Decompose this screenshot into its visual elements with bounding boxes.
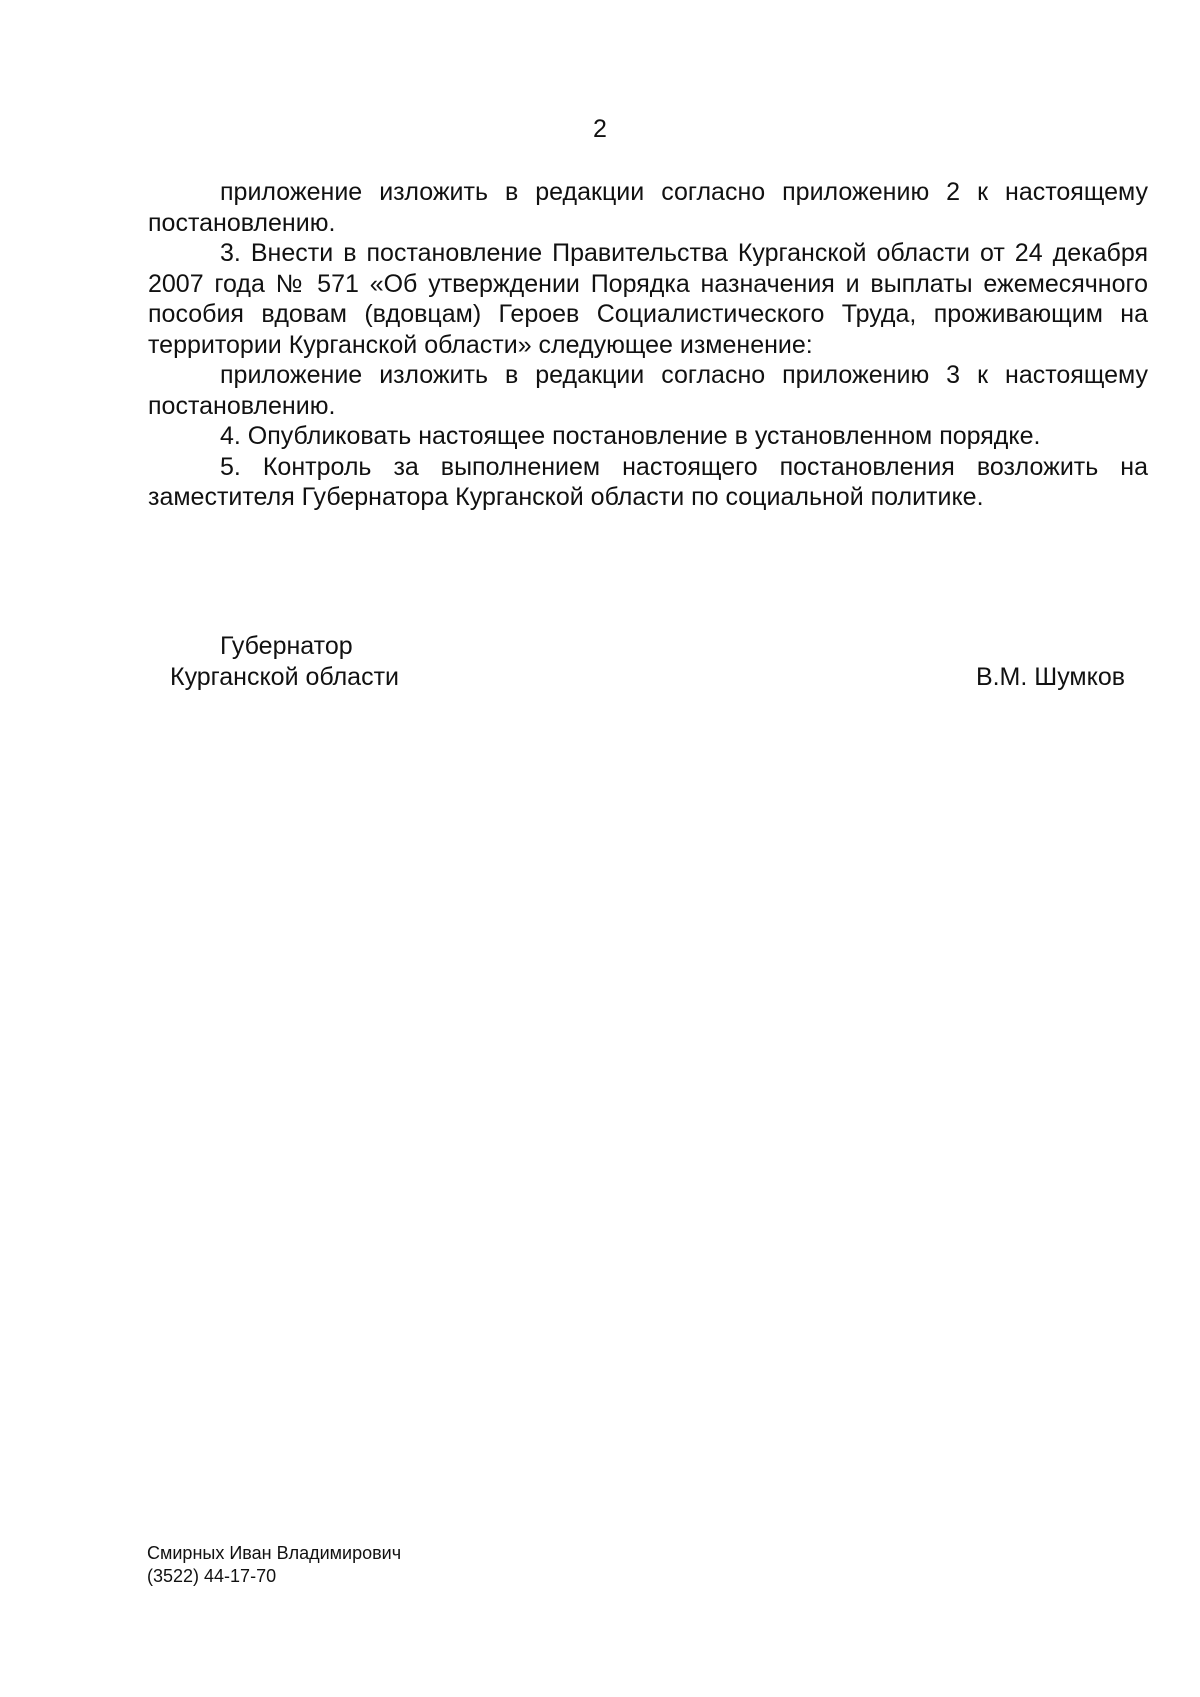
paragraph-item-4: 4. Опубликовать настоящее постановление в установленном порядке. (220, 422, 1041, 450)
contact-phone: (3522) 44-17-70 (147, 1566, 277, 1586)
contact-name: Смирных Иван Владимирович (147, 1543, 402, 1563)
paragraph-item-3: 3. Внести в постановление Правительства Курганской области от 24 декабря 2007 года № 571 «Об утверждении Порядка назначения и выплаты ежемесячного пособия вдовам (вдовцам) Героев Социалистического Труда, проживающим на территории Курганской области» следующее изменение: (148, 239, 1148, 359)
document-body (148, 177, 1148, 513)
paragraph-appendix-2: приложение изложить в редакции согласно приложению 2 к настоящему постановлению. (148, 178, 1148, 237)
paragraph-appendix-3: приложение изложить в редакции согласно приложению 3 к настоящему постановлению. (148, 361, 1148, 420)
signature-title-line2: Курганской области (170, 663, 400, 691)
signature-title (170, 631, 399, 693)
paragraph-item-5: 5. Контроль за выполнением настоящего постановления возложить на заместителя Губернатора Курганской области по социальной политике. (148, 452, 1148, 511)
page-number: 2 (593, 115, 607, 143)
signature-title-line1: Губернатор (220, 632, 353, 660)
contact-block (147, 1542, 401, 1588)
signatory-name: В.М. Шумков (975, 663, 1125, 691)
